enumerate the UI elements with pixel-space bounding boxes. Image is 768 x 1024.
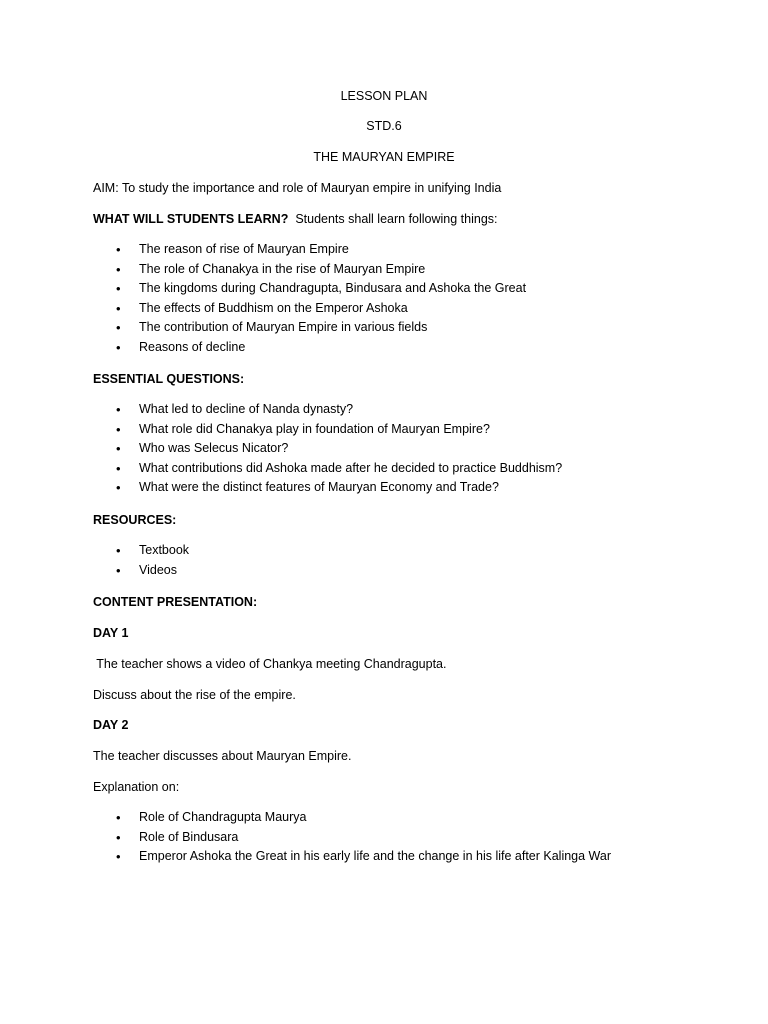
resources-heading: RESOURCES:	[93, 513, 177, 527]
day1-label: DAY 1	[93, 626, 129, 640]
bullet-icon: •	[116, 261, 121, 277]
aim-text: AIM: To study the importance and role of Mauryan empire in unifying India	[93, 181, 502, 195]
bullet-icon: •	[116, 421, 121, 437]
bullet-icon: •	[116, 320, 121, 336]
learn-heading: WHAT WILL STUDENTS LEARN?	[93, 212, 289, 226]
bullet-icon: •	[116, 402, 121, 417]
day2-line1: The teacher discusses about Mauryan Empire.	[93, 749, 352, 763]
learn-intro: Students shall learn following things:	[295, 212, 498, 226]
bullet-icon: •	[116, 339, 121, 355]
bullet-icon: •	[116, 460, 121, 476]
bullet-icon: •	[116, 810, 121, 825]
day1-line1: The teacher shows a video of Chankya meeting Chandragupta.	[93, 657, 447, 671]
questions-heading: ESSENTIAL QUESTIONS:	[93, 372, 245, 386]
title-standard: STD.6	[366, 119, 402, 133]
bullet-icon: •	[116, 829, 121, 845]
bullet-icon: •	[116, 281, 121, 297]
learn-heading-line	[93, 212, 498, 226]
title-lesson-plan: LESSON PLAN	[340, 89, 428, 103]
bullet-icon: •	[116, 480, 121, 496]
bullet-icon: •	[116, 242, 121, 257]
document-page: LESSON PLAN STD.6 THE MAURYAN EMPIRE AIM: To study the importance and role of Mauryan empire in unifying India WHAT WILL STUDENTS LEARN? Students shall learn following things: • The reason of rise of Mauryan Empire • The role of Chanakya in the rise of Mauryan Empire • The kingdoms during Chandragupta, Bindusara and Ashoka the Great • The effects of Buddhism on the Emperor Ashoka • The contribution of Mauryan Empire in various fields • Reasons of decline ESSENTIAL QUESTIONS: • What led to decline of Nanda dynasty? • What role did Chanakya play in foundation of Mauryan Empire? • Who was Selecus Nicator? • What contributions did Ashoka made after he decided to practice Buddhism? • What were the distinct features of Mauryan Economy and Trade? RESOURCES: • Textbook • Videos CONTENT PRESENTATION: DAY 1 The teacher shows a video of Chankya meeting Chandragupta. Discuss about the rise of the empire. DAY 2 The teacher discusses about Mauryan Empire. Explanation on: • Role of Chandragupta Maurya • Role of Bindusara • Emperor Ashoka the Great in his early life and the change in his life after Kalinga War	[0, 0, 768, 1024]
bullet-icon: •	[116, 849, 121, 865]
bullet-icon: •	[116, 441, 121, 457]
bullet-icon: •	[116, 300, 121, 316]
bullet-icon: •	[116, 562, 121, 578]
content-heading: CONTENT PRESENTATION:	[93, 595, 258, 609]
day1-line2: Discuss about the rise of the empire.	[93, 688, 296, 702]
bullet-icon: •	[116, 543, 121, 558]
title-topic: THE MAURYAN EMPIRE	[313, 150, 455, 164]
day2-line2: Explanation on:	[93, 780, 180, 794]
day2-label: DAY 2	[93, 718, 129, 732]
